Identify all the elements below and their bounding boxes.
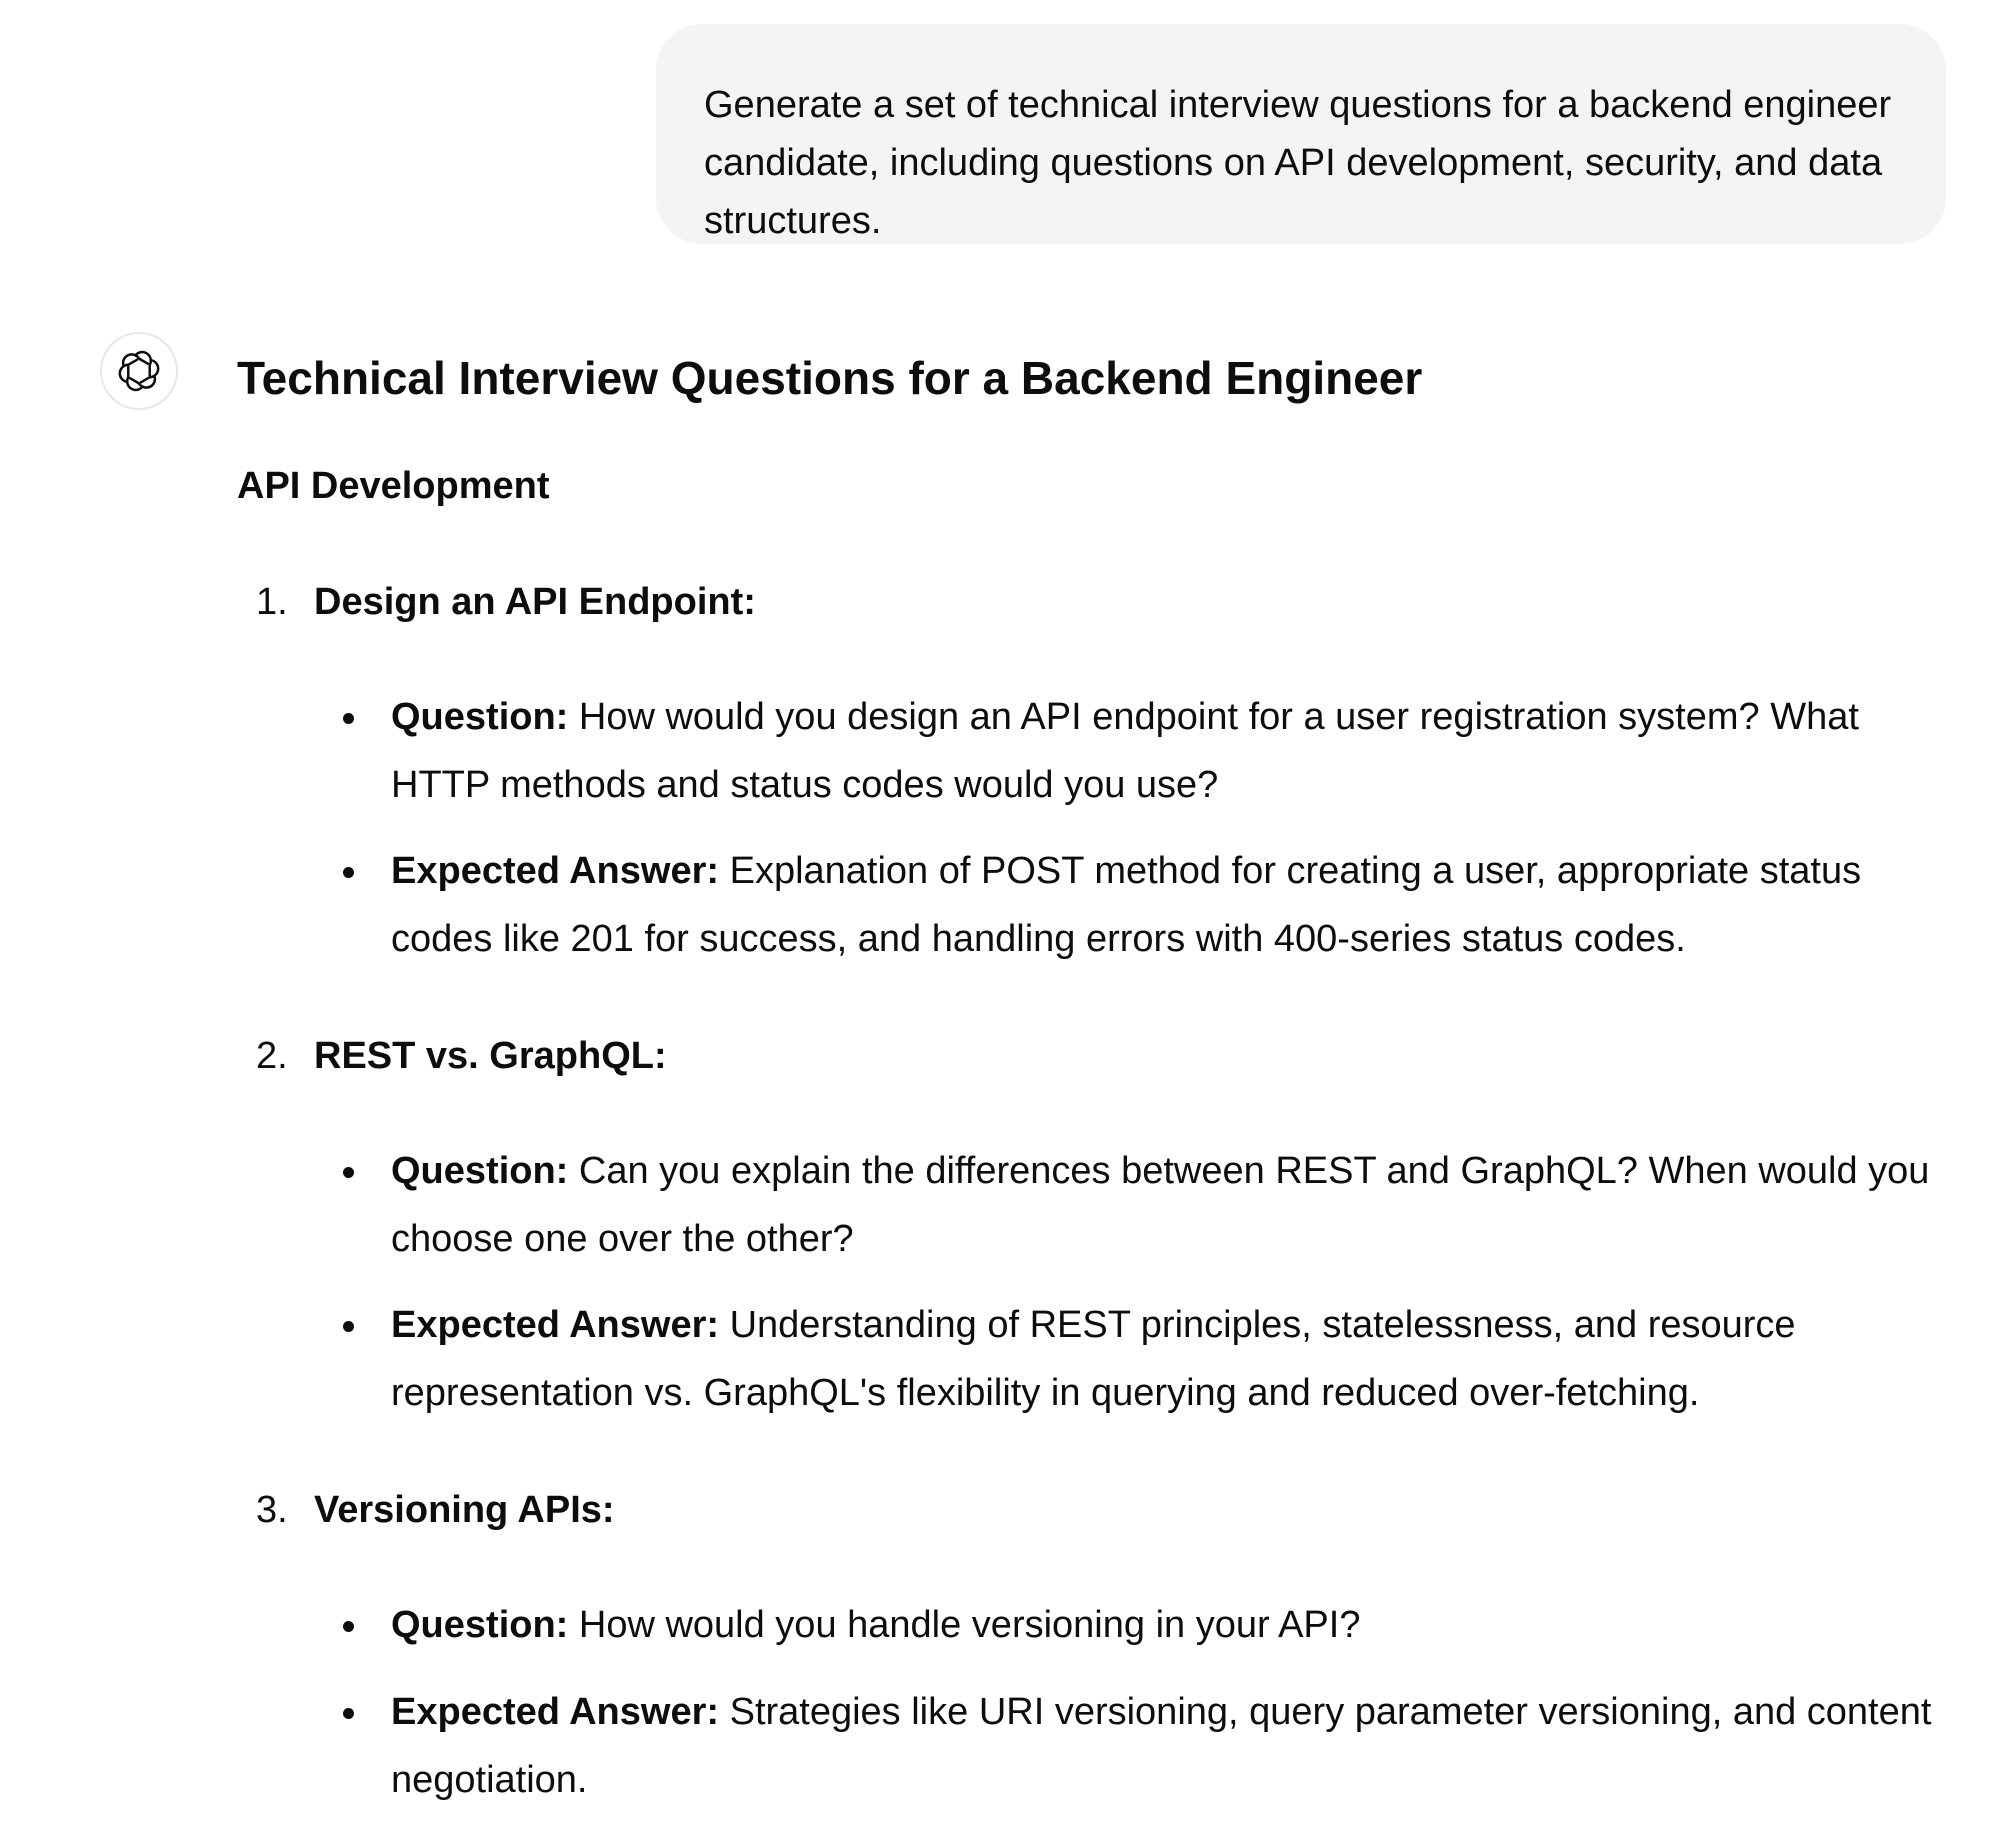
openai-logo-icon (116, 348, 162, 394)
list-item-number: 1. (256, 581, 288, 623)
question-label: Question: (391, 696, 569, 738)
list-item-name: Design an API Endpoint: (314, 581, 756, 623)
question-text: How would you handle versioning in your API? (578, 1604, 1361, 1646)
question-bullet (391, 683, 1961, 819)
question-text: Can you explain the differences between REST and GraphQL? When would you choose one over the other? (391, 1150, 1930, 1260)
user-message-bubble (656, 24, 1946, 244)
answer-label: Expected Answer: (391, 1691, 720, 1733)
bullet-dot (343, 1321, 354, 1332)
bullet-dot (343, 1621, 354, 1632)
question-label: Question: (391, 1150, 569, 1192)
user-message-text: Generate a set of technical interview questions for a backend engineer candidate, including questions on API development, security, and data structures. (704, 84, 1892, 242)
response-title: Technical Interview Questions for a Backend Engineer (237, 352, 1423, 404)
answer-bullet (391, 1291, 1961, 1427)
list-item-number: 2. (256, 1035, 288, 1077)
list-item-title (256, 1032, 667, 1080)
list-item-title (256, 578, 756, 626)
bullet-dot (343, 1708, 354, 1719)
question-bullet (391, 1137, 1961, 1273)
answer-text: Strategies like URI versioning, query parameter versioning, and content negotiation. (391, 1691, 1932, 1801)
list-item-title (256, 1486, 615, 1534)
question-text: How would you design an API endpoint for a user registration system? What HTTP methods and status codes would you use? (391, 696, 1859, 806)
list-item-number: 3. (256, 1489, 288, 1531)
answer-text: Explanation of POST method for creating a user, appropriate status codes like 201 for success, and handling errors with 400-series status codes. (391, 850, 1862, 960)
question-bullet (391, 1591, 1961, 1659)
answer-label: Expected Answer: (391, 1304, 720, 1346)
answer-label: Expected Answer: (391, 850, 720, 892)
list-item-name: REST vs. GraphQL: (314, 1035, 667, 1077)
section-title: API Development (237, 465, 550, 507)
answer-bullet (391, 1678, 1961, 1814)
answer-bullet (391, 837, 1961, 973)
answer-text: Understanding of REST principles, statelessness, and resource representation vs. GraphQL's flexibility in querying and reduced over-fetching. (391, 1304, 1796, 1414)
bullet-dot (343, 1167, 354, 1178)
bullet-dot (343, 867, 354, 878)
assistant-avatar (100, 332, 178, 410)
bullet-dot (343, 713, 354, 724)
question-label: Question: (391, 1604, 569, 1646)
list-item-name: Versioning APIs: (314, 1489, 615, 1531)
